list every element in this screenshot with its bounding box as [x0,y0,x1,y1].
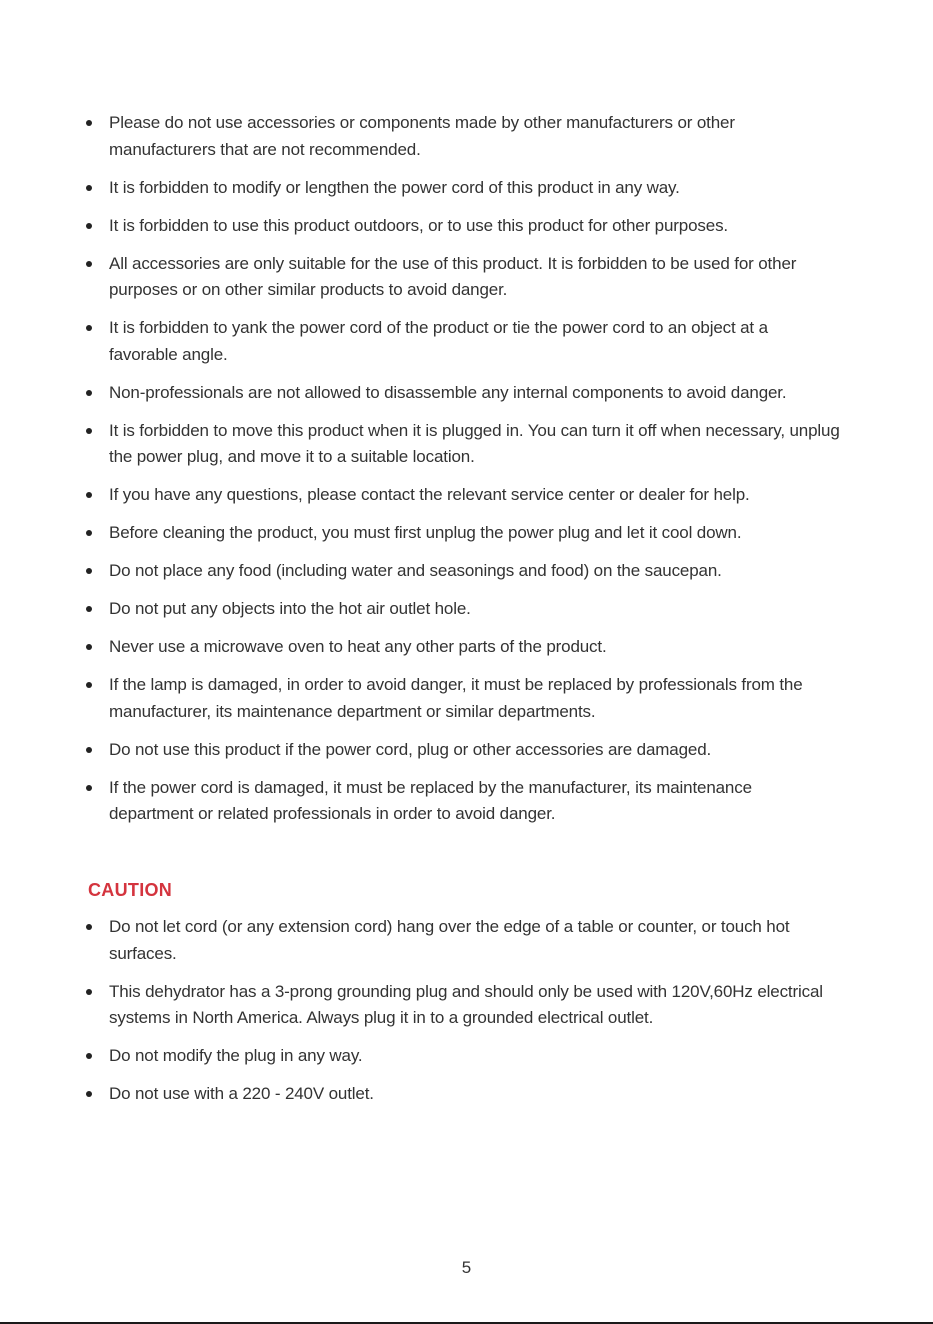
safety-warnings-list [80,110,840,839]
list-item-text: Do not modify the plug in any way. [109,1046,363,1065]
list-item [80,251,840,304]
list-item-text: Before cleaning the product, you must first unplug the power plug and let it cool down. [109,523,742,542]
list-item [80,110,840,163]
list-item [80,672,840,725]
list-item [80,418,840,471]
list-item-text: If you have any questions, please contact the relevant service center or dealer for help. [109,485,750,504]
list-item-text: Do not put any objects into the hot air outlet hole. [109,599,471,618]
list-item-text: Non-professionals are not allowed to disassemble any internal components to avoid danger. [109,382,787,402]
list-item-text: It is forbidden to yank the power cord of the product or tie the power cord to an object at a favorable angle. [109,318,768,364]
list-item [80,213,840,240]
list-item-text: All accessories are only suitable for the use of this product. It is forbidden to be used for other purposes or on other similar products to avoid danger. [109,253,797,299]
list-item-text: It is forbidden to modify or lengthen the power cord of this product in any way. [109,177,680,197]
bullet-icon [86,606,92,612]
bullet-icon [86,682,92,688]
list-item [80,520,840,547]
bullet-icon [86,747,92,753]
list-item [80,1043,840,1070]
list-item [80,558,840,585]
list-item [80,596,840,623]
bullet-icon [86,1091,92,1097]
list-item-text: This dehydrator has a 3-prong grounding plug and should only be used with 120V,60Hz electrical systems in North America. Always plug it in to a grounded electrical outlet. [109,981,823,1027]
bullet-icon [86,989,92,995]
list-item [80,737,840,764]
bullet-icon [86,644,92,650]
list-item [80,914,840,967]
bullet-icon [86,530,92,536]
list-item-text: It is forbidden to move this product when it is plugged in. You can turn it off when necessary, unplug the power plug, and move it to a suitable location. [109,420,840,466]
list-item-text: If the power cord is damaged, it must be replaced by the manufacturer, its maintenance department or related professionals in order to avoid danger. [109,777,752,823]
list-item [80,634,840,661]
page-number: 5 [461,1258,472,1277]
list-item [80,1081,840,1108]
list-item-text: Do not let cord (or any extension cord) hang over the edge of a table or counter, or touch hot surfaces. [109,917,790,963]
bullet-icon [86,261,92,267]
list-item [80,175,840,202]
list-item-text: Please do not use accessories or components made by other manufacturers or other manufacturers that are not recommended. [109,113,735,159]
list-item-text: It is forbidden to use this product outdoors, or to use this product for other purposes. [109,215,728,235]
bullet-icon [86,223,92,229]
bullet-icon [86,325,92,331]
list-item-text: Never use a microwave oven to heat any other parts of the product. [109,637,607,656]
list-item-text: Do not use this product if the power cord, plug or other accessories are damaged. [109,739,712,759]
bullet-icon [86,492,92,498]
bullet-icon [86,568,92,574]
list-item [80,315,840,368]
bullet-icon [86,120,92,126]
list-item [80,979,840,1032]
list-item-text: Do not use with a 220 - 240V outlet. [109,1084,374,1103]
caution-list [80,914,840,1119]
bullet-icon [86,1053,92,1059]
list-item [80,482,840,509]
bullet-icon [86,428,92,434]
bullet-icon [86,785,92,791]
list-item [80,380,840,407]
caution-heading: CAUTION [88,880,173,900]
bullet-icon [86,390,92,396]
list-item-text: If the lamp is damaged, in order to avoid danger, it must be replaced by professionals from the manufacturer, its maintenance department or similar departments. [109,675,803,721]
list-item [80,775,840,828]
bullet-icon [86,924,92,930]
list-item-text: Do not place any food (including water and seasonings and food) on the saucepan. [109,561,722,580]
bullet-icon [86,185,92,191]
